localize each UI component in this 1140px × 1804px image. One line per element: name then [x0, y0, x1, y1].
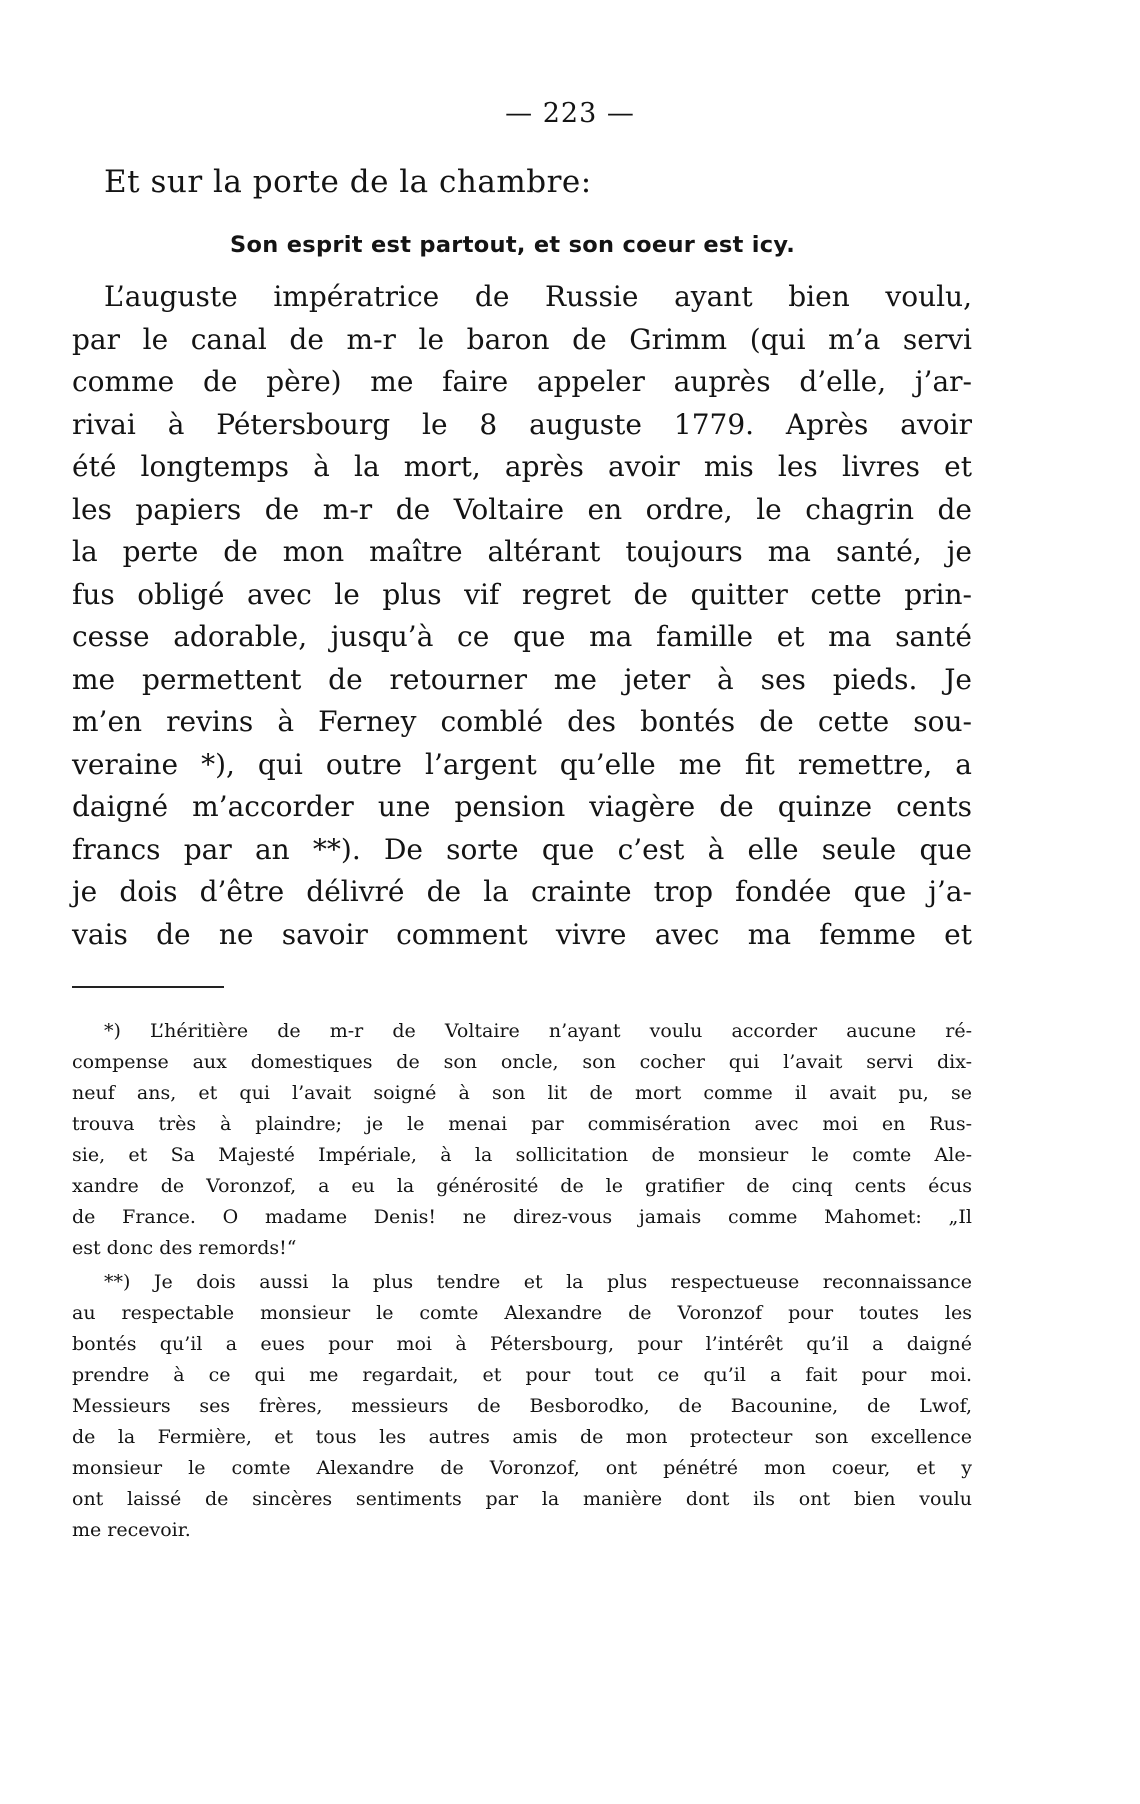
footnote-line: sie, et Sa Majesté Impériale, à la sollicitation de monsieur le comte Ale-: [72, 1144, 972, 1166]
footnote-line: xandre de Voronzof, a eu la générosité de le gratifier de cinq cents écus: [72, 1175, 972, 1197]
footnote-line: prendre à ce qui me regardait, et pour tout ce qu’il a fait pour moi.: [72, 1364, 972, 1386]
body-line: cesse adorable, jusqu’à ce que ma famille et ma santé: [72, 620, 972, 653]
footnote: [72, 1016, 972, 1264]
footnote-line: compense aux domestiques de son oncle, son cocher qui l’avait servi dix-: [72, 1051, 972, 1073]
body-line: rivai à Pétersbourg le 8 auguste 1779. Après avoir: [72, 407, 972, 441]
footnote-line: de la Fermière, et tous les autres amis de mon protecteur son excellence: [72, 1426, 972, 1448]
body-line: L’auguste impératrice de Russie ayant bien voulu,: [104, 280, 972, 313]
footnote-line: ont laissé de sincères sentiments par la manière dont ils ont bien voulu: [72, 1488, 972, 1510]
footnote-line: neuf ans, et qui l’avait soigné à son lit de mort comme il avait pu, se: [72, 1082, 972, 1104]
body-line: francs par an **). De sorte que c’est à elle seule que: [72, 832, 972, 866]
door-inscription: Son esprit est partout, et son coeur est icy.: [230, 232, 796, 258]
footnote-line: monsieur le comte Alexandre de Voronzof, ont pénétré mon coeur, et y: [72, 1457, 972, 1479]
body-line: veraine *), qui outre l’argent qu’elle me fit remettre, a: [72, 747, 972, 781]
body-line: été longtemps à la mort, après avoir mis les livres et: [72, 450, 972, 483]
footnote-line: au respectable monsieur le comte Alexandre de Voronzof pour toutes les: [72, 1302, 972, 1324]
footnote-line: bontés qu’il a eues pour moi à Pétersbourg, pour l’intérêt qu’il a daigné: [72, 1333, 972, 1355]
footnote: [72, 1267, 972, 1546]
body-line: je dois d’être délivré de la crainte trop fondée que j’a-: [72, 875, 972, 908]
body-line: me permettent de retourner me jeter à ses pieds. Je: [72, 662, 972, 696]
footnote-line: de France. O madame Denis! ne direz-vous jamais comme Mahomet: „Il: [72, 1206, 972, 1228]
body-line: comme de père) me faire appeler auprès d’elle, j’ar-: [72, 365, 972, 398]
footnotes: [72, 1016, 972, 1546]
body-line: les papiers de m-r de Voltaire en ordre, le chagrin de: [72, 492, 972, 526]
footnote-line: **) Je dois aussi la plus tendre et la plus respectueuse reconnaissance: [104, 1271, 972, 1293]
body-line: daigné m’accorder une pension viagère de quinze cents: [72, 790, 972, 823]
footnote-line: *) L’héritière de m-r de Voltaire n’ayant voulu accorder aucune ré-: [104, 1020, 972, 1042]
section-heading: Et sur la porte de la chambre:: [104, 164, 592, 200]
footnote-line: est donc des remords!“: [72, 1237, 297, 1259]
footnote-line: me recevoir.: [72, 1519, 191, 1541]
body-line: m’en revins à Ferney comblé des bontés de cette sou-: [72, 705, 972, 738]
footnote-line: Messieurs ses frères, messieurs de Besborodko, de Bacounine, de Lwof,: [72, 1395, 972, 1417]
body-line: par le canal de m-r le baron de Grimm (qui m’a servi: [72, 322, 972, 356]
body-paragraph: [72, 276, 972, 956]
page-number: — 223 —: [505, 98, 635, 129]
body-line: vais de ne savoir comment vivre avec ma femme et: [72, 917, 972, 951]
body-line: fus obligé avec le plus vif regret de quitter cette prin-: [72, 577, 972, 611]
body-line: la perte de mon maître altérant toujours ma santé, je: [72, 535, 972, 568]
footnote-line: trouva très à plaindre; je le menai par commisération avec moi en Rus-: [72, 1113, 972, 1135]
footnote-rule: [72, 986, 224, 988]
